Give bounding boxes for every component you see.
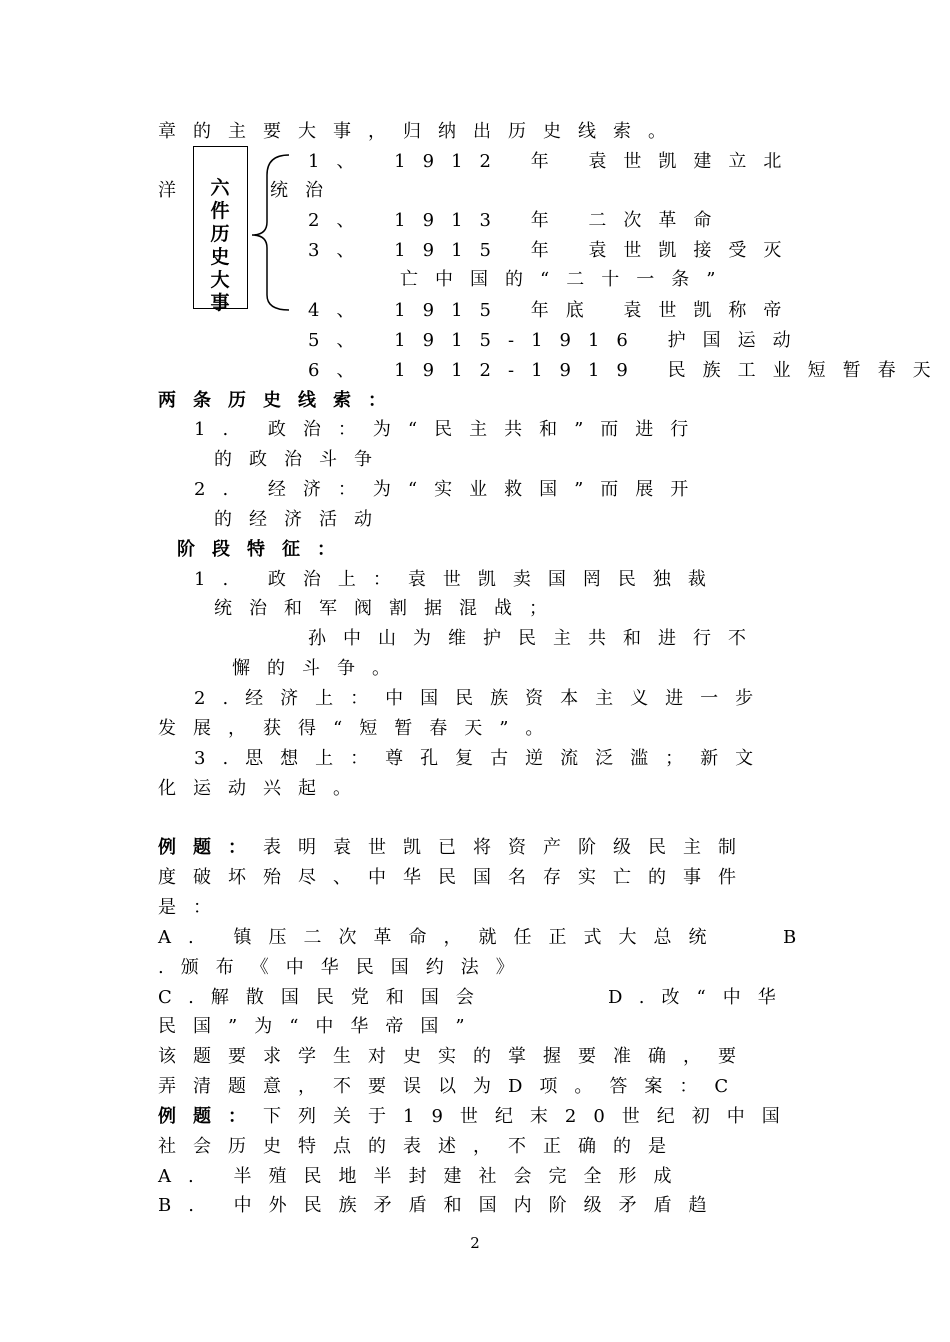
example1-label: 例题： (158, 837, 263, 858)
example1-option-d-cont: 民国”为“中华帝国” (158, 1016, 482, 1037)
thread-2-cont: 的经济活动 (214, 509, 389, 530)
event-3-cont: 亡中国的“二十一条” (400, 269, 733, 290)
event-1: 1、 1912 年 袁世凯建立北 (308, 151, 799, 172)
stage-1b: 孙中山为维护民主共和进行不 (308, 628, 763, 649)
thread-1: 1. 政治：为“民主共和”而进行 (194, 419, 706, 440)
example2-line1 (158, 1105, 797, 1129)
example1-analysis-1: 该题要求学生对史实的掌握要准确，要 (158, 1046, 753, 1067)
example2-option-b: B. 中外民族矛盾和国内阶级矛盾趋 (158, 1195, 724, 1216)
stage-1-cont: 统治和军阀割据混战； (214, 598, 564, 619)
intro-line: 章的主要大事，归纳出历史线索。 (158, 121, 683, 142)
stage-2-cont: 发展，获得“短暂春天”。 (158, 718, 561, 739)
thread-2: 2. 经济：为“实业救国”而展开 (194, 479, 706, 500)
event-1-cont: 统治 (270, 180, 340, 201)
example1-option-b-letter: B (783, 927, 797, 948)
event-3: 3、 1915 年 袁世凯接受灭 (308, 240, 799, 261)
stage-3: 3.思想上：尊孔复古逆流泛滥；新文 (194, 748, 771, 769)
six-events-label (194, 177, 246, 315)
stage-2: 2.经济上：中国民族资本主义进一步 (194, 688, 771, 709)
thread-1-cont: 的政治斗争 (214, 449, 389, 470)
event-5: 5、 1915-1916 护国运动 (308, 330, 808, 351)
example1-text2: 度破坏殆尽、中华民国名存实亡的事件 (158, 867, 753, 888)
side-char: 洋 (158, 180, 193, 201)
stage-1b-cont: 懈的斗争。 (232, 658, 407, 679)
example1-text1: 表明袁世凯已将资产阶级民主制 (263, 837, 753, 858)
stage-1: 1. 政治上：袁世凯卖国罔民独裁 (194, 569, 723, 590)
example2-text2: 社会历史特点的表述，不正确的是 (158, 1136, 683, 1157)
threads-title: 两条历史线索： (158, 390, 403, 411)
event-6: 6、 1912-1919 民族工业短暂春天 (308, 360, 948, 381)
stage-title: 阶段特征： (177, 539, 352, 560)
stage-3-cont: 化运动兴起。 (158, 778, 368, 799)
example1-option-c: C.解散国民党和国会 (158, 987, 491, 1008)
event-2: 2、 1913 年 二次革命 (308, 210, 729, 231)
example2-label: 例题： (158, 1106, 263, 1127)
example2-option-a: A. 半殖民地半封建社会完全形成 (158, 1166, 689, 1187)
example1-analysis-2: 弄清题意，不要误以为D项。答案：C (158, 1076, 746, 1097)
six-events-box (193, 146, 248, 314)
example1-option-b: .颁布《中华民国约法》 (158, 957, 531, 978)
example2-text1: 下列关于19世纪末20世纪初中国 (263, 1106, 797, 1127)
example1-line1 (158, 836, 753, 860)
example1-option-d: D.改“中华 (608, 987, 793, 1008)
page-number: 2 (470, 1234, 480, 1252)
example1-text3: 是： (158, 897, 228, 918)
six-events-label-text: 六件历史大事 (210, 177, 230, 314)
example1-option-a: A. 镇压二次革命，就任正式大总统 (158, 927, 724, 948)
event-4: 4、 1915 年底 袁世凯称帝 (308, 300, 799, 321)
brace-icon (247, 150, 307, 315)
